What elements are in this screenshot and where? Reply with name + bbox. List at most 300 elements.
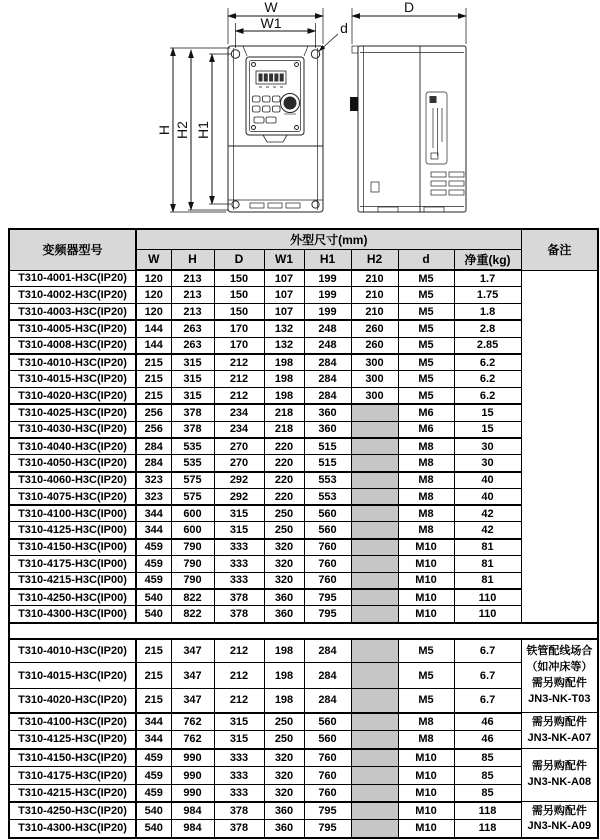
remark-line: （如冲床等） [526, 661, 593, 674]
cell-w: 540 [136, 802, 171, 820]
cell-h2 [351, 639, 398, 663]
cell-hole: M8 [398, 472, 454, 489]
cell-hole: M5 [398, 354, 454, 371]
cell-h1: 760 [304, 539, 351, 556]
cell-d: 150 [214, 270, 264, 287]
remark-line: 需另购配件 [531, 676, 587, 689]
keypad-buttons [253, 96, 281, 123]
cell-weight: 1.8 [454, 304, 521, 321]
cell-d: 212 [214, 639, 264, 663]
cell-hole: M5 [398, 337, 454, 354]
cell-h1: 760 [304, 749, 351, 767]
cell-h1: 760 [304, 785, 351, 802]
cell-hole: M8 [398, 522, 454, 539]
cell-weight: 110 [454, 589, 521, 606]
cell-h1: 360 [304, 421, 351, 438]
cell-h: 762 [171, 713, 214, 731]
potentiometer-knob [281, 94, 300, 115]
col-header-w1: W1 [264, 249, 304, 270]
keypad-panel [246, 57, 304, 135]
cell-w1: 320 [264, 556, 304, 573]
cell-h: 990 [171, 785, 214, 802]
cell-h: 600 [171, 522, 214, 539]
cell-weight: 15 [454, 404, 521, 421]
cell-h: 790 [171, 572, 214, 589]
cell-d: 333 [214, 785, 264, 802]
cell-h1: 560 [304, 713, 351, 731]
cell-w1: 320 [264, 785, 304, 802]
cell-h1: 553 [304, 488, 351, 505]
cell-weight: 42 [454, 522, 521, 539]
cell-w: 120 [136, 287, 171, 304]
spec-row [9, 802, 598, 820]
spec-row [9, 572, 598, 589]
remark-line: JN3-NK-A07 [527, 731, 592, 744]
cell-h: 990 [171, 767, 214, 785]
cell-h1: 560 [304, 505, 351, 522]
remark-line: 需另购配件 [531, 760, 587, 773]
cell-model: T310-4008-H3C(IP20) [9, 337, 136, 354]
remark-cell [521, 802, 598, 838]
cell-h2: 210 [351, 287, 398, 304]
cell-model: T310-4075-H3C(IP20) [9, 488, 136, 505]
cell-model: T310-4015-H3C(IP20) [9, 663, 136, 689]
cell-hole: M5 [398, 663, 454, 689]
cell-w1: 320 [264, 749, 304, 767]
cell-w1: 198 [264, 371, 304, 388]
remark-cell [521, 713, 598, 749]
mount-slot-bottom-right [312, 201, 319, 208]
cell-h: 984 [171, 802, 214, 820]
remark-line: JN3-NK-A09 [527, 820, 592, 833]
cell-w1: 198 [264, 689, 304, 713]
cell-d: 333 [214, 767, 264, 785]
spec-row [9, 689, 598, 713]
cell-h2 [351, 589, 398, 606]
cell-w: 215 [136, 663, 171, 689]
cell-h1: 284 [304, 639, 351, 663]
cell-weight: 85 [454, 749, 521, 767]
cell-h1: 795 [304, 820, 351, 838]
cell-h: 213 [171, 304, 214, 321]
cell-d: 170 [214, 320, 264, 337]
cell-hole: M10 [398, 767, 454, 785]
cell-w: 284 [136, 455, 171, 472]
spec-row [9, 767, 598, 785]
cell-model: T310-4125-H3C(IP20) [9, 731, 136, 749]
cell-w: 459 [136, 556, 171, 573]
cell-h2 [351, 606, 398, 623]
cell-h: 535 [171, 455, 214, 472]
spec-row [9, 663, 598, 689]
cell-hole: M10 [398, 539, 454, 556]
cell-w1: 107 [264, 270, 304, 287]
cell-w: 323 [136, 488, 171, 505]
cell-weight: 81 [454, 556, 521, 573]
cell-hole: M10 [398, 820, 454, 838]
cell-d: 234 [214, 421, 264, 438]
cell-w1: 107 [264, 304, 304, 321]
col-header-weight: 净重(kg) [454, 249, 521, 270]
cell-w1: 250 [264, 713, 304, 731]
cell-weight: 30 [454, 455, 521, 472]
cell-hole: M5 [398, 388, 454, 405]
cell-model: T310-4300-H3C(IP00) [9, 606, 136, 623]
spec-row [9, 639, 598, 663]
cell-h2 [351, 749, 398, 767]
mount-hole-top-right [311, 50, 319, 58]
remark-line: 需另购配件 [531, 804, 587, 817]
cell-h: 990 [171, 749, 214, 767]
cell-w: 459 [136, 785, 171, 802]
cell-model: T310-4002-H3C(IP20) [9, 287, 136, 304]
cell-model: T310-4125-H3C(IP00) [9, 522, 136, 539]
cell-d: 378 [214, 820, 264, 838]
cell-weight: 1.75 [454, 287, 521, 304]
remark-cell [521, 270, 598, 623]
cell-hole: M5 [398, 689, 454, 713]
cell-model: T310-4005-H3C(IP20) [9, 320, 136, 337]
cell-h2: 300 [351, 388, 398, 405]
cell-h1: 560 [304, 522, 351, 539]
cell-w: 459 [136, 572, 171, 589]
spec-row [9, 785, 598, 802]
cell-hole: M10 [398, 556, 454, 573]
cell-w1: 220 [264, 438, 304, 455]
cell-w: 284 [136, 438, 171, 455]
cell-h2 [351, 713, 398, 731]
cell-hole: M5 [398, 320, 454, 337]
cell-model: T310-4150-H3C(IP00) [9, 539, 136, 556]
spec-row [9, 556, 598, 573]
cell-h: 347 [171, 639, 214, 663]
spec-row [9, 713, 598, 731]
cell-h2 [351, 505, 398, 522]
cell-w: 540 [136, 606, 171, 623]
spec-row [9, 472, 598, 489]
cell-w1: 198 [264, 639, 304, 663]
dim-label-w1: W1 [260, 15, 282, 31]
col-header-h1: H1 [304, 249, 351, 270]
cell-h1: 760 [304, 556, 351, 573]
spec-row [9, 438, 598, 455]
cell-d: 212 [214, 354, 264, 371]
col-header-d: D [214, 249, 264, 270]
spec-row [9, 539, 598, 556]
cell-hole: M10 [398, 749, 454, 767]
spec-row [9, 522, 598, 539]
cell-w: 215 [136, 689, 171, 713]
cell-model: T310-4010-H3C(IP20) [9, 639, 136, 663]
cell-h2 [351, 438, 398, 455]
cell-hole: M8 [398, 488, 454, 505]
cell-h: 535 [171, 438, 214, 455]
cell-h1: 284 [304, 663, 351, 689]
cell-w: 256 [136, 421, 171, 438]
cell-d: 212 [214, 388, 264, 405]
cell-w: 459 [136, 767, 171, 785]
cell-d: 315 [214, 505, 264, 522]
spec-row [9, 731, 598, 749]
cell-h: 378 [171, 421, 214, 438]
cell-h2: 210 [351, 270, 398, 287]
cell-h2 [351, 488, 398, 505]
spec-row [9, 371, 598, 388]
cell-h2 [351, 663, 398, 689]
cell-h2 [351, 802, 398, 820]
cell-h: 378 [171, 404, 214, 421]
mounting-hook [350, 97, 358, 111]
cell-d: 150 [214, 287, 264, 304]
cell-h1: 360 [304, 404, 351, 421]
cell-w1: 198 [264, 663, 304, 689]
cell-h2 [351, 472, 398, 489]
cell-hole: M8 [398, 731, 454, 749]
cell-model: T310-4060-H3C(IP20) [9, 472, 136, 489]
cell-w: 144 [136, 320, 171, 337]
cell-model: T310-4010-H3C(IP20) [9, 354, 136, 371]
cell-h: 315 [171, 371, 214, 388]
col-header-h: H [171, 249, 214, 270]
dimension-drawing [0, 0, 600, 228]
col-header-dims-group: 外型尺寸(mm) [136, 229, 521, 249]
cell-hole: M5 [398, 639, 454, 663]
cell-weight: 15 [454, 421, 521, 438]
dim-label-h2: H2 [174, 121, 190, 139]
dim-label-h1: H1 [195, 121, 211, 139]
dim-label-w: W [264, 0, 278, 15]
cell-w: 344 [136, 522, 171, 539]
cell-d: 378 [214, 802, 264, 820]
cell-h1: 760 [304, 767, 351, 785]
spec-row [9, 388, 598, 405]
cell-h1: 199 [304, 270, 351, 287]
cell-weight: 2.85 [454, 337, 521, 354]
cell-w1: 220 [264, 472, 304, 489]
cell-h2: 300 [351, 371, 398, 388]
cell-d: 212 [214, 689, 264, 713]
cell-h1: 284 [304, 689, 351, 713]
cell-weight: 6.7 [454, 639, 521, 663]
cell-w1: 320 [264, 767, 304, 785]
spec-row [9, 820, 598, 838]
cell-d: 150 [214, 304, 264, 321]
cell-h1: 515 [304, 455, 351, 472]
cell-w1: 250 [264, 522, 304, 539]
remark-cell [521, 749, 598, 802]
cell-h: 822 [171, 606, 214, 623]
cell-weight: 81 [454, 539, 521, 556]
spec-row [9, 404, 598, 421]
cell-h: 347 [171, 689, 214, 713]
cell-weight: 6.2 [454, 354, 521, 371]
cell-h: 600 [171, 505, 214, 522]
cell-model: T310-4250-H3C(IP20) [9, 802, 136, 820]
outline-drawing-svg [0, 0, 600, 228]
cell-weight: 81 [454, 572, 521, 589]
cell-h: 790 [171, 556, 214, 573]
cell-h1: 284 [304, 371, 351, 388]
cell-hole: M6 [398, 421, 454, 438]
dim-label-depth: D [403, 0, 415, 15]
cell-d: 315 [214, 731, 264, 749]
cell-h2 [351, 731, 398, 749]
cell-model: T310-4100-H3C(IP00) [9, 505, 136, 522]
cell-weight: 118 [454, 820, 521, 838]
cell-h1: 560 [304, 731, 351, 749]
cell-h1: 248 [304, 320, 351, 337]
cell-weight: 42 [454, 505, 521, 522]
dim-label-h: H [156, 124, 172, 136]
cell-hole: M5 [398, 270, 454, 287]
cell-h: 575 [171, 488, 214, 505]
cell-h2 [351, 539, 398, 556]
spec-row [9, 421, 598, 438]
cell-model: T310-4030-H3C(IP20) [9, 421, 136, 438]
cell-w: 323 [136, 472, 171, 489]
cell-model: T310-4300-H3C(IP20) [9, 820, 136, 838]
cell-model: T310-4020-H3C(IP20) [9, 388, 136, 405]
remark-cell [521, 639, 598, 713]
cell-w1: 132 [264, 337, 304, 354]
cell-h: 347 [171, 663, 214, 689]
mount-slot-bottom-left [232, 201, 239, 208]
cell-model: T310-4215-H3C(IP20) [9, 785, 136, 802]
cell-weight: 110 [454, 606, 521, 623]
cell-h: 822 [171, 589, 214, 606]
cell-d: 315 [214, 522, 264, 539]
cell-h2: 210 [351, 304, 398, 321]
cell-d: 212 [214, 663, 264, 689]
cell-hole: M6 [398, 404, 454, 421]
cell-h: 984 [171, 820, 214, 838]
cell-weight: 30 [454, 438, 521, 455]
cell-weight: 2.8 [454, 320, 521, 337]
cell-h2: 260 [351, 320, 398, 337]
cell-w1: 360 [264, 606, 304, 623]
cell-h1: 553 [304, 472, 351, 489]
cell-d: 234 [214, 404, 264, 421]
cell-h1: 795 [304, 589, 351, 606]
cell-weight: 6.7 [454, 689, 521, 713]
cell-w: 459 [136, 749, 171, 767]
cell-d: 378 [214, 606, 264, 623]
cell-hole: M8 [398, 505, 454, 522]
dim-label-d-hole: d [340, 20, 348, 36]
cell-model: T310-4003-H3C(IP20) [9, 304, 136, 321]
remark-line: 需另购配件 [531, 715, 587, 728]
col-header-model: 变频器型号 [9, 229, 136, 270]
cell-w1: 198 [264, 354, 304, 371]
cell-w: 215 [136, 354, 171, 371]
cell-w: 215 [136, 388, 171, 405]
cell-weight: 85 [454, 767, 521, 785]
cell-w: 344 [136, 731, 171, 749]
cell-w1: 220 [264, 455, 304, 472]
cell-model: T310-4175-H3C(IP00) [9, 556, 136, 573]
col-header-remark: 备注 [521, 229, 598, 270]
col-header-h2: H2 [351, 249, 398, 270]
separator-cell [9, 623, 598, 639]
spec-row [9, 455, 598, 472]
cell-model: T310-4150-H3C(IP20) [9, 749, 136, 767]
cell-model: T310-4050-H3C(IP20) [9, 455, 136, 472]
cell-w1: 360 [264, 589, 304, 606]
cell-hole: M8 [398, 713, 454, 731]
cell-h1: 199 [304, 304, 351, 321]
cell-h: 263 [171, 320, 214, 337]
cell-w: 120 [136, 270, 171, 287]
cell-hole: M5 [398, 287, 454, 304]
cell-hole: M10 [398, 802, 454, 820]
cell-h1: 284 [304, 388, 351, 405]
cell-h1: 795 [304, 606, 351, 623]
cell-h: 213 [171, 270, 214, 287]
cell-model: T310-4250-H3C(IP00) [9, 589, 136, 606]
cell-weight: 46 [454, 713, 521, 731]
cell-h2 [351, 404, 398, 421]
nameplate-label [426, 92, 447, 164]
cell-h: 263 [171, 337, 214, 354]
cell-h2 [351, 767, 398, 785]
remark-line: 铁管配线场合 [526, 645, 593, 658]
cell-hole: M10 [398, 785, 454, 802]
cell-d: 333 [214, 539, 264, 556]
cell-weight: 6.2 [454, 371, 521, 388]
vent-grilles [431, 172, 464, 195]
cell-d: 270 [214, 438, 264, 455]
cell-weight: 118 [454, 802, 521, 820]
cell-h1: 284 [304, 354, 351, 371]
cell-hole: M8 [398, 438, 454, 455]
front-view [228, 46, 323, 212]
spec-row [9, 304, 598, 321]
cell-hole: M8 [398, 455, 454, 472]
spec-row [9, 337, 598, 354]
section-separator-row [9, 623, 598, 639]
cell-w: 459 [136, 539, 171, 556]
cell-h2 [351, 572, 398, 589]
cell-w1: 320 [264, 572, 304, 589]
cell-model: T310-4100-H3C(IP20) [9, 713, 136, 731]
cell-h2 [351, 689, 398, 713]
cell-weight: 40 [454, 472, 521, 489]
cell-w: 215 [136, 639, 171, 663]
cell-h2 [351, 820, 398, 838]
cell-h: 315 [171, 388, 214, 405]
cell-w1: 320 [264, 539, 304, 556]
cell-h1: 248 [304, 337, 351, 354]
cell-model: T310-4015-H3C(IP20) [9, 371, 136, 388]
cell-h2 [351, 421, 398, 438]
cell-h: 762 [171, 731, 214, 749]
cell-weight: 6.7 [454, 663, 521, 689]
cell-weight: 6.2 [454, 388, 521, 405]
cell-model: T310-4020-H3C(IP20) [9, 689, 136, 713]
cell-h2: 260 [351, 337, 398, 354]
remark-line: JN3-NK-A08 [527, 776, 592, 789]
cell-h: 315 [171, 354, 214, 371]
cell-d: 292 [214, 472, 264, 489]
spec-row [9, 606, 598, 623]
cell-w: 144 [136, 337, 171, 354]
cell-d: 315 [214, 713, 264, 731]
cell-hole: M5 [398, 371, 454, 388]
cell-w: 344 [136, 505, 171, 522]
cell-h1: 795 [304, 802, 351, 820]
cell-h2 [351, 455, 398, 472]
dimension-spec-table [8, 228, 599, 839]
